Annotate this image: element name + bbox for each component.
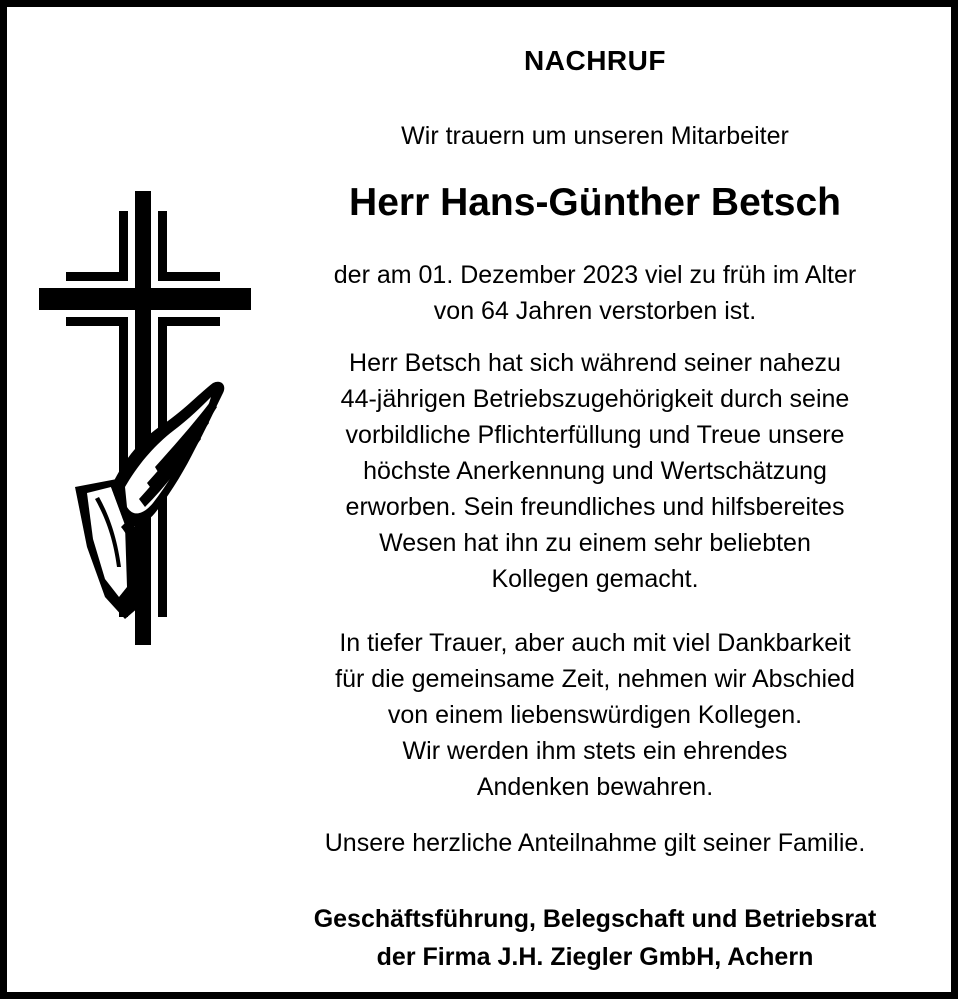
text-line: für die gemeinsame Zeit, nehmen wir Abschied [335,665,855,693]
text-line: Andenken bewahren. [476,773,714,801]
signature-line: der Firma J.H. Ziegler GmbH, Achern [376,943,814,971]
text-line: Wesen hat ihn zu einem sehr beliebten [379,529,811,557]
text-line: Wir werden ihm stets ein ehrendes [402,737,788,765]
text-line: von einem liebenswürdigen Kollegen. [387,701,803,729]
death-date-paragraph [269,257,921,329]
text-line: von 64 Jahren verstorben ist. [433,297,757,325]
intro-line: Wir trauern um unseren Mitarbeiter [401,122,789,150]
text-line: vorbildliche Pflichterfüllung und Treue unsere [345,421,845,449]
text-line: In tiefer Trauer, aber auch mit viel Dankbarkeit [339,629,851,657]
text-line: erworben. Sein freundliches und hilfsbereites [345,493,845,521]
condolence-paragraph: Unsere herzliche Anteilnahme gilt seiner Familie. [324,829,866,857]
text-line: Herr Betsch hat sich während seiner nahezu [349,349,841,377]
deceased-name: Herr Hans-Günther Betsch [349,181,841,224]
farewell-paragraph [269,625,921,805]
signature-block [255,900,935,976]
text-line: Kollegen gemacht. [491,565,699,593]
text-line: höchste Anerkennung und Wertschätzung [363,457,827,485]
signature-line: Geschäftsführung, Belegschaft und Betriebsrat [313,905,877,933]
text-line: der am 01. Dezember 2023 viel zu früh im Alter [333,261,857,289]
notice-heading: NACHRUF [524,45,666,76]
cross-with-praying-hands-icon [35,187,257,649]
tribute-paragraph [269,345,921,597]
text-line: 44-jährigen Betriebszugehörigkeit durch seine [340,385,850,413]
